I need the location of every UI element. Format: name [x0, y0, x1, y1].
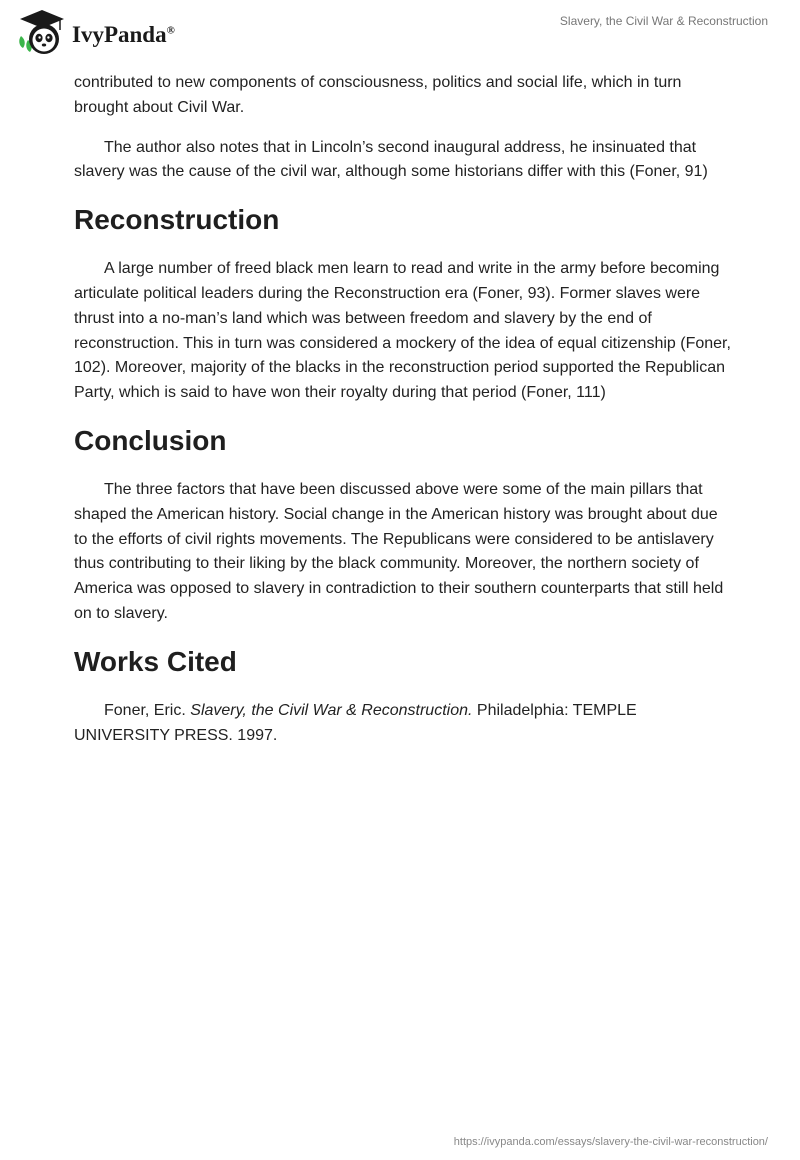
paragraph-intro: contributed to new components of consciousness, politics and social life, which in turn brought about Civil War. — [74, 74, 682, 116]
paragraph-conclusion: The three factors that have been discussed above were some of the main pillars that shaped the American history. Social change in the American history was brought about due to the efforts of civil rights movements. The Republicans were considered to be antislavery thus contributing to their liking by the black community. Moreover, the northern society of America was opposed to slavery in contradiction to their southern counterparts that still held on to slavery. — [74, 480, 724, 622]
document-title: Slavery, the Civil War & Reconstruction — [559, 14, 768, 28]
ivypanda-logo[interactable] — [14, 8, 175, 58]
paragraph-lincoln: The author also notes that in Lincoln’s second inaugural address, he insinuated that slavery was the cause of the civil war, although some historians differ with this (Foner, 91) — [74, 138, 708, 181]
citation-title: Slavery, the Civil War & Reconstruction. — [190, 701, 473, 719]
brand-name: IvyPanda® — [72, 22, 175, 47]
heading-works-cited: Works Cited — [74, 645, 237, 677]
panda-graduation-icon — [14, 8, 70, 58]
citation-entry — [74, 699, 734, 749]
page-header — [0, 0, 800, 60]
heading-conclusion: Conclusion — [74, 424, 227, 456]
citation-author: Foner, Eric. — [104, 701, 186, 719]
paragraph-reconstruction: A large number of freed black men learn to read and write in the army before becoming articulate political leaders during the Reconstruction era (Foner, 93). Former slaves were thrust into a no-man’s land which was between freedom and slavery by the end of reconstruction. This in turn was considered a mockery of the idea of equal citizenship (Foner, 102). Moreover, majority of the blacks in the reconstruction period supported the Republican Party, which is said to have won their royalty during that period (Foner, 111) — [74, 260, 731, 402]
essay-body — [74, 71, 734, 748]
heading-reconstruction: Reconstruction — [74, 204, 280, 236]
source-url[interactable]: https://ivypanda.com/essays/slavery-the-civil-war-reconstruction/ — [453, 1136, 768, 1148]
citation-publisher: Philadelphia: TEMPLE UNIVERSITY PRESS. 1997. — [74, 701, 637, 744]
